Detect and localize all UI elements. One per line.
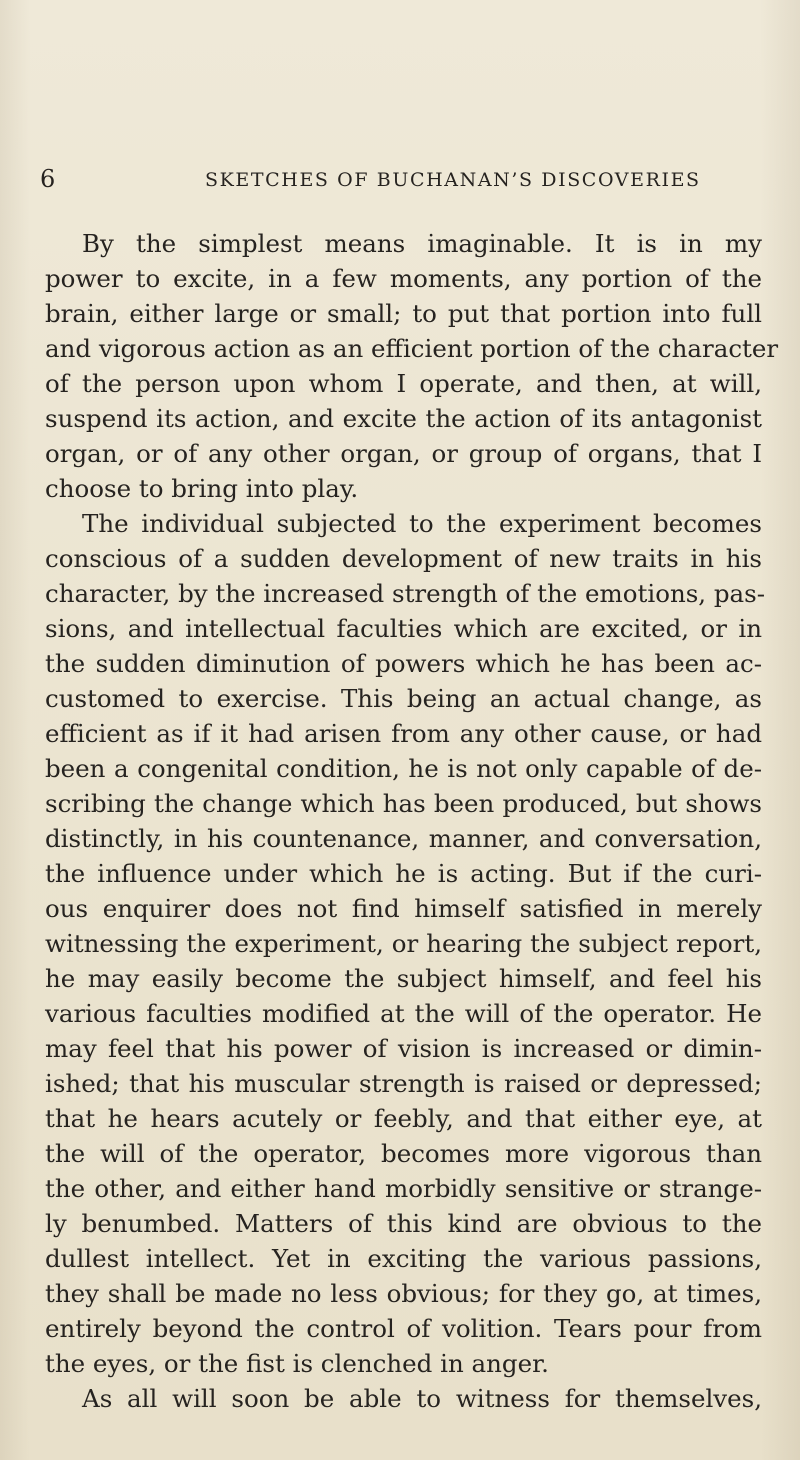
page-number: 6 <box>40 165 56 193</box>
text-line: the will of the operator, becomes more vigorous than <box>45 1139 762 1168</box>
text-line: suspend its action, and excite the action of its antagonist <box>45 404 762 433</box>
text-line: sions, and intellectual faculties which are excited, or in <box>45 614 762 643</box>
text-line: the sudden diminution of powers which he has been ac- <box>45 649 762 678</box>
text-line: various faculties modified at the will of the operator. He <box>45 999 762 1028</box>
text-line: customed to exercise. This being an actual change, as <box>45 684 762 713</box>
text-line: choose to bring into play. <box>45 474 359 503</box>
text-line: ous enquirer does not find himself satisfied in merely <box>45 894 762 923</box>
text-line: By the simplest means imaginable. It is in my <box>82 229 762 258</box>
text-line: As all will soon be able to witness for themselves, <box>82 1384 762 1413</box>
text-line: that he hears acutely or feebly, and that either eye, at <box>45 1104 762 1133</box>
page-header <box>40 164 740 194</box>
running-head: SKETCHES OF BUCHANAN’S DISCOVERIES <box>205 169 701 191</box>
body-text <box>45 226 779 1416</box>
text-line: ished; that his muscular strength is raised or depressed; <box>45 1069 762 1098</box>
text-line: the other, and either hand morbidly sensitive or strange- <box>45 1174 762 1203</box>
text-line: entirely beyond the control of volition. Tears pour from <box>45 1314 762 1343</box>
text-line: they shall be made no less obvious; for they go, at times, <box>45 1279 762 1308</box>
text-line: power to excite, in a few moments, any portion of the <box>45 264 762 293</box>
text-line: and vigorous action as an efficient portion of the character <box>45 334 779 363</box>
text-line: brain, either large or small; to put that portion into full <box>45 299 762 328</box>
text-line: of the person upon whom I operate, and then, at will, <box>45 369 762 398</box>
text-line: efficient as if it had arisen from any other cause, or had <box>45 719 762 748</box>
text-line: distinctly, in his countenance, manner, and conversation, <box>45 824 762 853</box>
text-line: scribing the change which has been produced, but shows <box>45 789 762 818</box>
text-line: character, by the increased strength of the emotions, pas- <box>45 579 766 608</box>
text-line: he may easily become the subject himself, and feel his <box>45 964 762 993</box>
text-line: been a congenital condition, he is not only capable of de- <box>45 754 762 783</box>
text-line: organ, or of any other organ, or group of organs, that I <box>45 439 762 468</box>
text-line: The individual subjected to the experiment becomes <box>82 509 762 538</box>
text-line: may feel that his power of vision is increased or dimin- <box>45 1034 762 1063</box>
text-line: witnessing the experiment, or hearing the subject report, <box>45 929 762 958</box>
text-line: the eyes, or the fist is clenched in anger. <box>45 1349 549 1378</box>
text-line: ly benumbed. Matters of this kind are obvious to the <box>45 1209 762 1238</box>
text-line: conscious of a sudden development of new traits in his <box>45 544 762 573</box>
text-line: dullest intellect. Yet in exciting the various passions, <box>45 1244 762 1273</box>
text-line: the influence under which he is acting. But if the curi- <box>45 859 762 888</box>
